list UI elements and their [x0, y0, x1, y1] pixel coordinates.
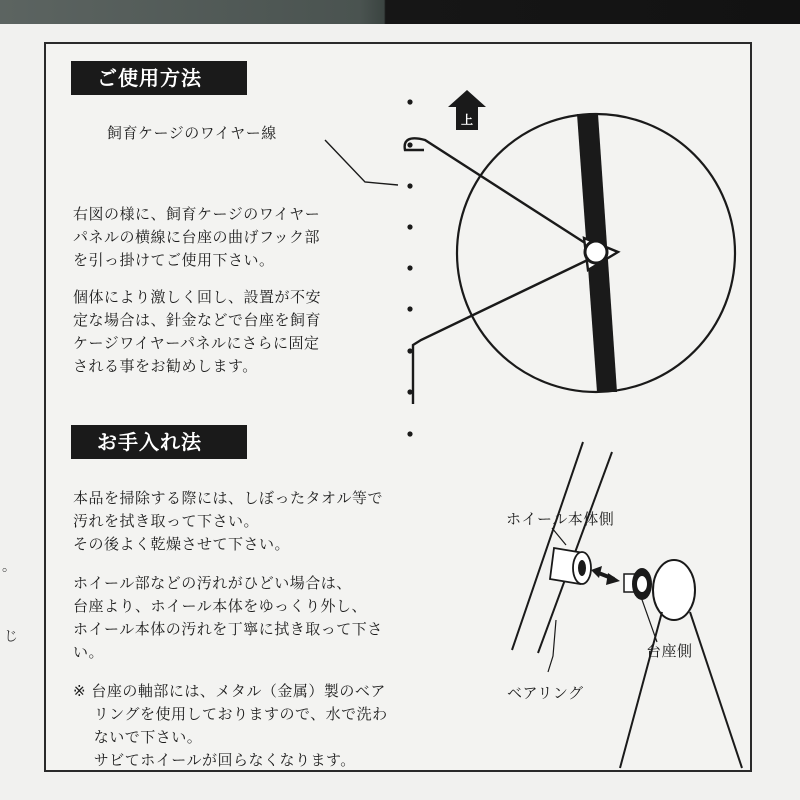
usage-paragraph-2: 個体により激しく回し、設置が不安 定な場合は、針金などで台座を飼育 ケージワイヤーパネルにさらに固定 される事をお勧めします。 [73, 288, 322, 375]
bearing-label: ベアリング [507, 684, 584, 702]
edge-fragment-1: 。 [2, 559, 16, 575]
lower-leg-wire [413, 256, 596, 404]
base-side-label: 台座側 [646, 642, 693, 660]
usage-heading: ご使用方法 [71, 61, 247, 95]
wheel-stand-diagram [405, 114, 735, 404]
care-paragraph-2: ホイール部などの汚れがひどい場合は、 台座より、ホイール本体をゆっくり外し、 ホイール本体の汚れを丁寧に拭き取って下さ い。 [73, 574, 383, 661]
care-heading: お手入れ法 [71, 425, 247, 459]
wheel-hub [585, 241, 607, 263]
wheel-rim-line-1 [512, 442, 583, 650]
care-paragraph-1: 本品を掃除する際には、しぼったタオル等で 汚れを拭き取って下さい。 その後よく乾燥させて下さい。 [73, 489, 384, 553]
double-arrow-icon [591, 566, 620, 585]
base-plate [653, 560, 695, 620]
usage-paragraph-1: 右図の様に、飼育ケージのワイヤー パネルの横線に台座の曲げフック部 を引っ掛けてご使用下さい。 [73, 205, 321, 269]
edge-fragment-2: じ [4, 629, 18, 645]
wheel-side-label: ホイール本体側 [506, 510, 615, 528]
up-label: 上 [460, 113, 474, 127]
wire-leader-line [325, 140, 398, 185]
wire-label: 飼育ケージのワイヤー線 [107, 124, 277, 142]
hook-wire [405, 138, 596, 250]
bearing-detail-diagram [512, 442, 742, 768]
bearing-caution-note: ※ 台座の軸部には、メタル（金属）製のベア リングを使用しておりますので、水で洗わ ないで下さい。 サビてホイールが回らなくなります。 [73, 682, 388, 769]
